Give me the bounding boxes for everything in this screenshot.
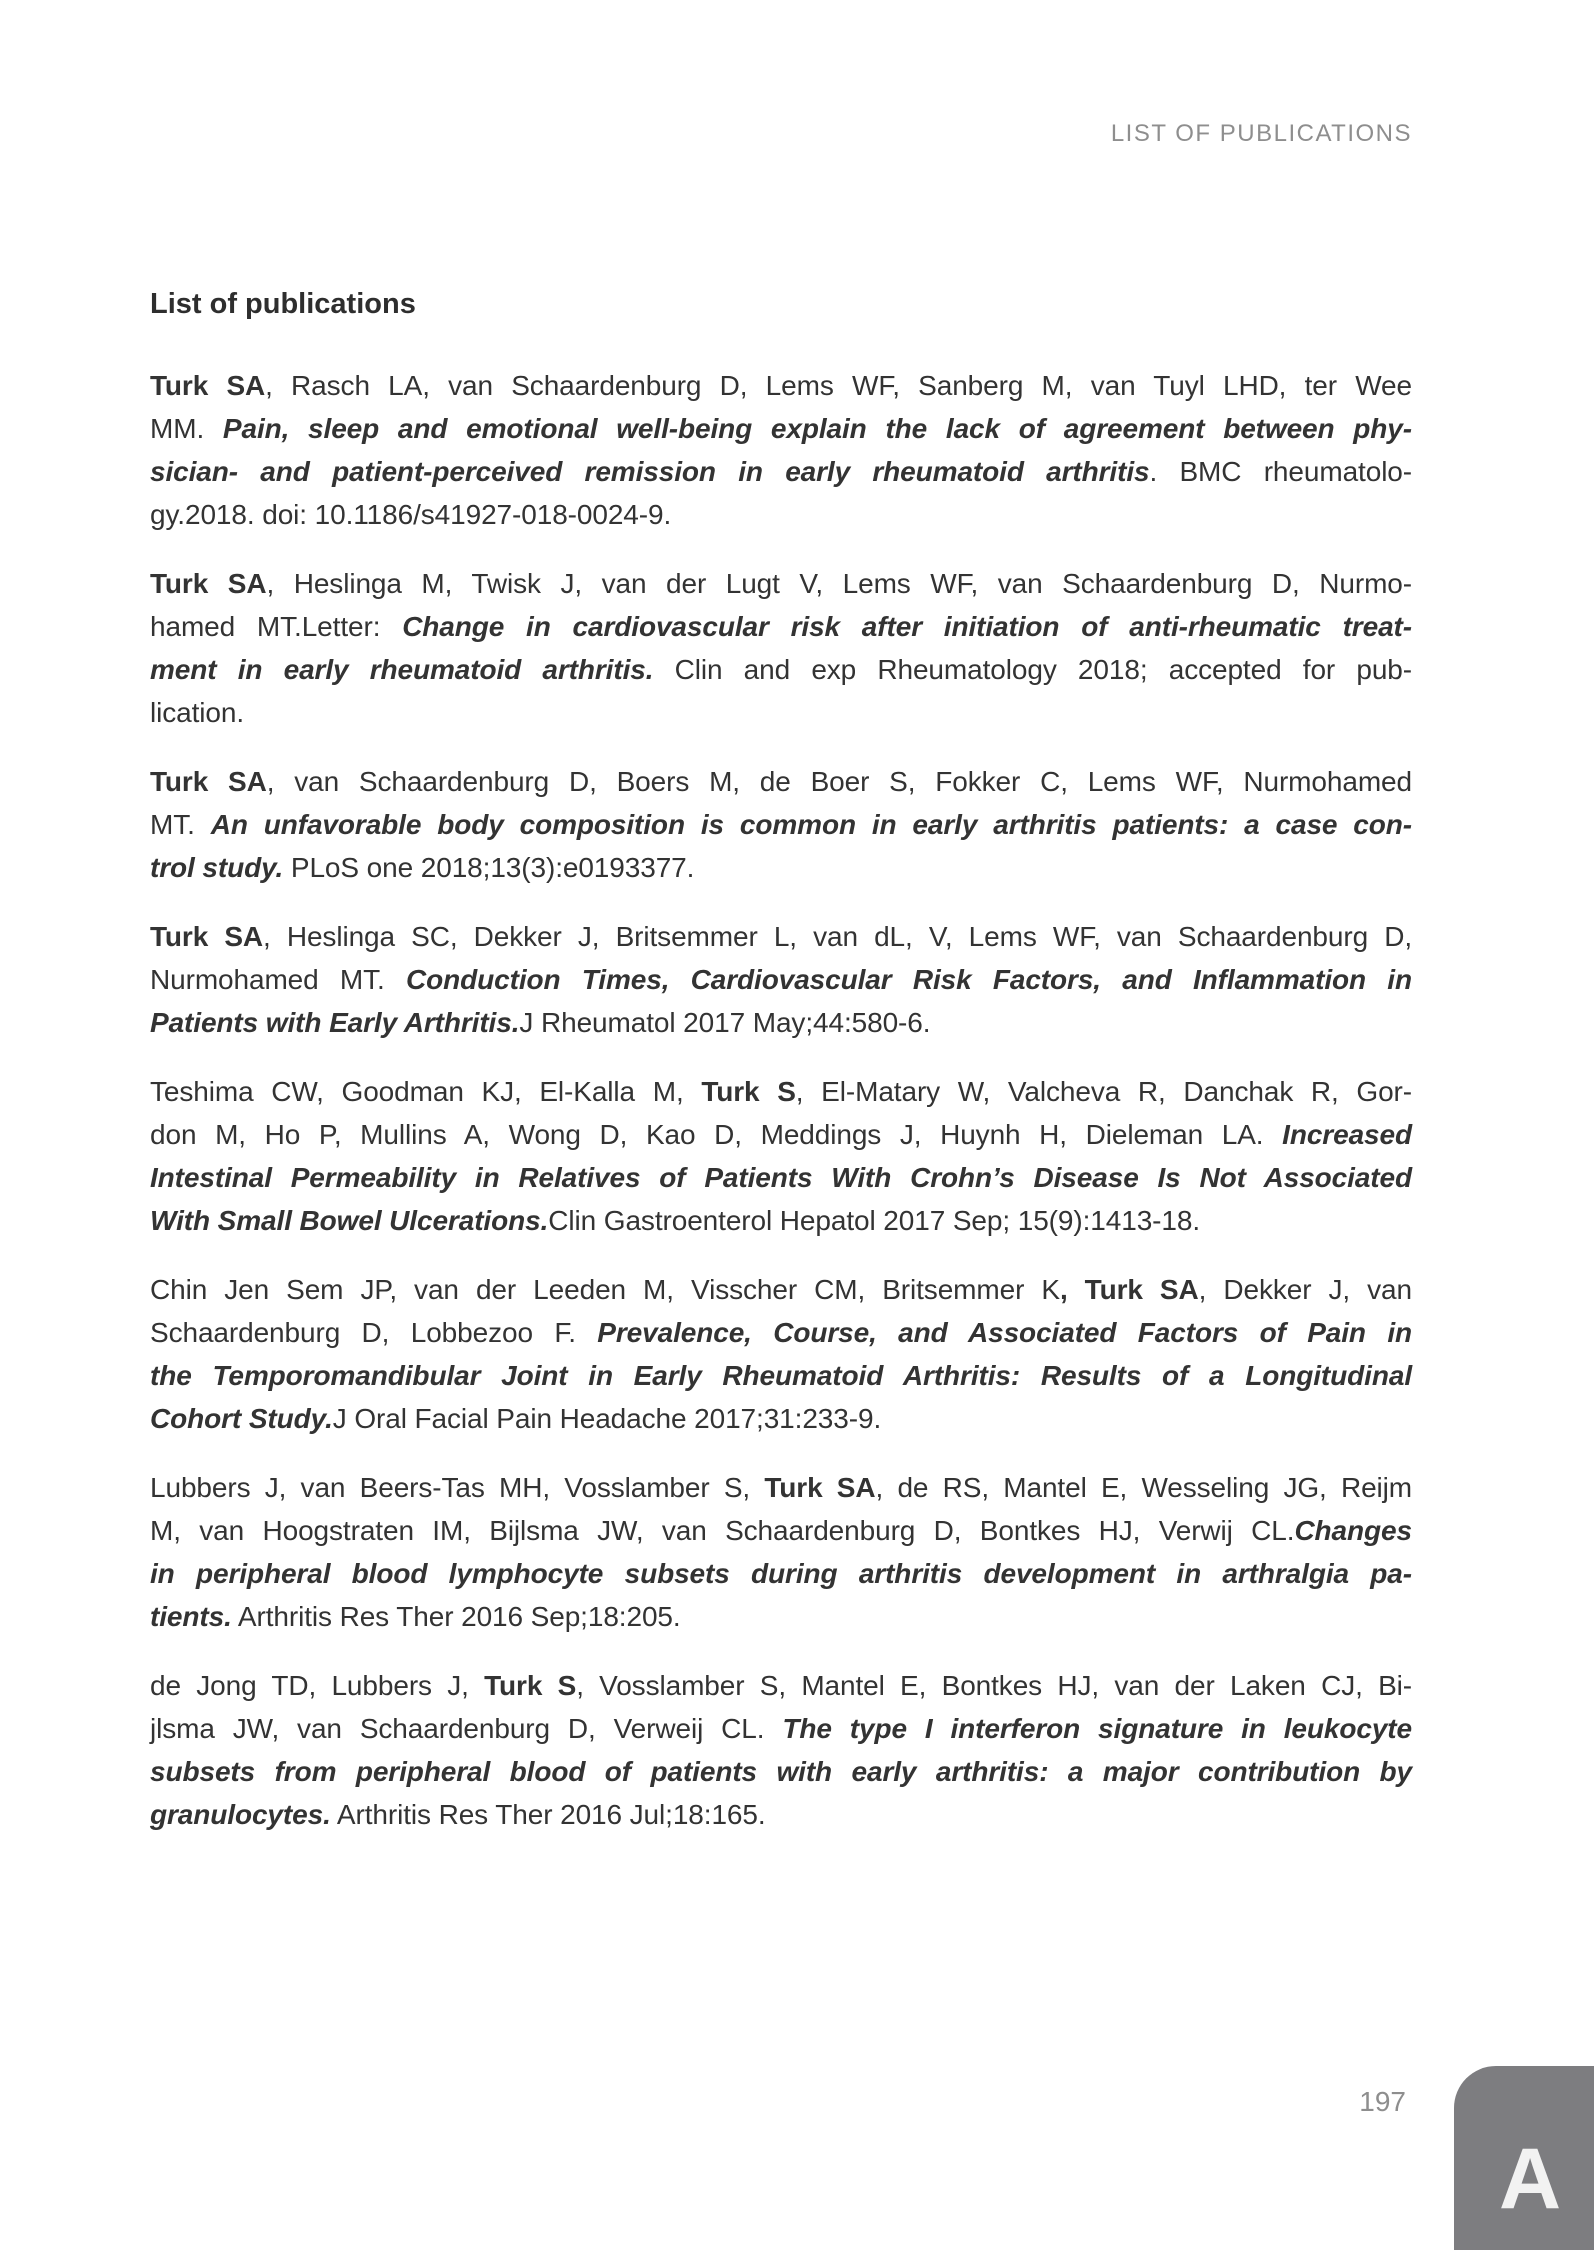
publication-title: Pain, sleep and emotional well-being explain the lack of agreement between phy- (222, 413, 1412, 444)
publication-text: Arthritis Res Ther 2016 Sep;18:205. (231, 1601, 681, 1632)
publication-text: , Heslinga M, Twisk J, van der Lugt V, Lems WF, van Schaardenburg D, Nurmo- (266, 568, 1412, 599)
publication-title: Prevalence, Course, and Associated Factors of Pain in (597, 1317, 1412, 1348)
publication-line (150, 1268, 1412, 1311)
publication-text: Arthritis Res Ther 2016 Jul;18:165. (330, 1799, 766, 1830)
publication-text: , Dekker J, van (1198, 1274, 1412, 1305)
publication-text: J Rheumatol 2017 May;44:580-6. (519, 1007, 931, 1038)
publication-entry (150, 364, 1412, 536)
publication-text: Nurmohamed MT. (150, 964, 406, 995)
page-number: 197 (1359, 2086, 1406, 2117)
publication-text: , Heslinga SC, Dekker J, Britsemmer L, van dL, V, Lems WF, van Schaardenburg D, (263, 921, 1412, 952)
publication-list (150, 364, 1412, 1836)
author-highlight: Turk SA (764, 1472, 876, 1503)
publication-text: Teshima CW, Goodman KJ, El-Kalla M, (150, 1076, 702, 1107)
publication-line (150, 648, 1412, 691)
publication-entry (150, 1268, 1412, 1440)
publication-title: The type I interferon signature in leukocyte (782, 1713, 1412, 1744)
publication-title: With Small Bowel Ulcerations. (150, 1205, 549, 1236)
author-highlight: Turk S (701, 1076, 796, 1107)
publication-title: subsets from peripheral blood of patients with early arthritis: a major contribution by (150, 1756, 1412, 1787)
publication-title: Conduction Times, Cardiovascular Risk Factors, and Inflammation in (405, 964, 1412, 995)
author-highlight: Turk S (484, 1670, 577, 1701)
publication-line (150, 1070, 1412, 1113)
publication-line (150, 803, 1412, 846)
publication-entry (150, 760, 1412, 889)
publication-line (150, 1113, 1412, 1156)
page-title: List of publications (150, 288, 416, 320)
page-content (150, 286, 1412, 1862)
author-highlight: Turk SA (150, 370, 266, 401)
publication-entry (150, 915, 1412, 1044)
publication-text: don M, Ho P, Mullins A, Wong D, Kao D, Meddings J, Huynh H, Dieleman LA. (150, 1119, 1283, 1150)
publication-text: M, van Hoogstraten IM, Bijlsma JW, van Schaardenburg D, Bontkes HJ, Verwij CL. (150, 1515, 1295, 1546)
publication-title: An unfavorable body composition is common in early arthritis patients: a case con- (210, 809, 1412, 840)
publication-line (150, 1354, 1412, 1397)
publication-title: tients. (150, 1601, 232, 1632)
publication-title: Change in cardiovascular risk after initiation of anti-rheumatic treat- (402, 611, 1412, 642)
publication-text: , Rasch LA, van Schaardenburg D, Lems WF, Sanberg M, van Tuyl LHD, ter Wee (265, 370, 1412, 401)
publication-line (150, 1466, 1412, 1509)
publication-text: Clin Gastroenterol Hepatol 2017 Sep; 15(9):1413-18. (548, 1205, 1201, 1236)
publication-line (150, 1552, 1412, 1595)
publication-text: Chin Jen Sem JP, van der Leeden M, Visscher CM, Britsemmer K (150, 1274, 1060, 1305)
publication-text: PLoS one 2018;13(3):e0193377. (283, 852, 695, 883)
author-highlight: Turk SA (150, 568, 267, 599)
publication-line (150, 915, 1412, 958)
publication-line (150, 846, 1412, 889)
publication-line (150, 1311, 1412, 1354)
publication-title: Cohort Study. (150, 1403, 333, 1434)
publication-text: J Oral Facial Pain Headache 2017;31:233-9. (332, 1403, 882, 1434)
publication-text: gy.2018. doi: 10.1186/s41927-018-0024-9. (150, 499, 672, 530)
publication-text: , van Schaardenburg D, Boers M, de Boer S, Fokker C, Lems WF, Nurmohamed (266, 766, 1412, 797)
running-header: LIST OF PUBLICATIONS (1110, 120, 1412, 147)
publication-entry (150, 562, 1412, 734)
publication-title: Patients with Early Arthritis. (150, 1007, 520, 1038)
publication-text: jlsma JW, van Schaardenburg D, Verweij CL. (150, 1713, 783, 1744)
appendix-corner-tab (1454, 2066, 1594, 2250)
publication-line (150, 450, 1412, 493)
publication-title: sician- and patient-perceived remission in early rheumatoid arthritis (150, 456, 1150, 487)
publication-line (150, 1397, 1412, 1440)
publication-text: Lubbers J, van Beers-Tas MH, Vosslamber S, (150, 1472, 765, 1503)
publication-title: trol study. (150, 852, 284, 883)
publication-text: , de RS, Mantel E, Wesseling JG, Reijm (875, 1472, 1413, 1503)
publication-line (150, 691, 1412, 734)
publication-line (150, 1001, 1412, 1044)
publication-title: in peripheral blood lymphocyte subsets during arthritis development in arthralgia pa- (150, 1558, 1412, 1589)
publication-entry (150, 1466, 1412, 1638)
publication-line (150, 493, 1412, 536)
publication-entry (150, 1070, 1412, 1242)
publication-title: Intestinal Permeability in Relatives of Patients With Crohn’s Disease Is Not Associated (150, 1162, 1412, 1193)
publication-text: hamed MT.Letter: (150, 611, 403, 642)
publication-line (150, 1707, 1412, 1750)
publication-line (150, 1664, 1412, 1707)
publication-line (150, 1199, 1412, 1242)
publication-title: Increased (1282, 1119, 1412, 1150)
publication-text: lication. (150, 697, 245, 728)
publication-line (150, 364, 1412, 407)
publication-title: Changes (1294, 1515, 1412, 1546)
author-highlight: , Turk SA (1059, 1274, 1199, 1305)
publication-title: granulocytes. (150, 1799, 331, 1830)
publication-line (150, 1793, 1412, 1836)
publication-entry (150, 1664, 1412, 1836)
publication-line (150, 1750, 1412, 1793)
author-highlight: Turk SA (150, 766, 267, 797)
publication-line (150, 605, 1412, 648)
appendix-tab-letter: A (1498, 2131, 1562, 2227)
publication-line (150, 407, 1412, 450)
publication-line (150, 1509, 1412, 1552)
publication-line (150, 1595, 1412, 1638)
publication-line (150, 958, 1412, 1001)
publication-text: de Jong TD, Lubbers J, (150, 1670, 485, 1701)
publication-title: ment in early rheumatoid arthritis. (150, 654, 654, 685)
publication-text: MM. (150, 413, 223, 444)
publication-line (150, 562, 1412, 605)
publication-text: Schaardenburg D, Lobbezoo F. (150, 1317, 598, 1348)
publication-line (150, 760, 1412, 803)
publication-text: , Vosslamber S, Mantel E, Bontkes HJ, van der Laken CJ, Bi- (576, 1670, 1412, 1701)
publication-text: Clin and exp Rheumatology 2018; accepted for pub- (653, 654, 1412, 685)
publication-text: . BMC rheumatolo- (1149, 456, 1413, 487)
publication-text: , El-Matary W, Valcheva R, Danchak R, Gor- (795, 1076, 1413, 1107)
publication-line (150, 1156, 1412, 1199)
publication-title: the Temporomandibular Joint in Early Rheumatoid Arthritis: Results of a Longitudinal (150, 1360, 1412, 1391)
publication-text: MT. (150, 809, 211, 840)
author-highlight: Turk SA (150, 921, 264, 952)
